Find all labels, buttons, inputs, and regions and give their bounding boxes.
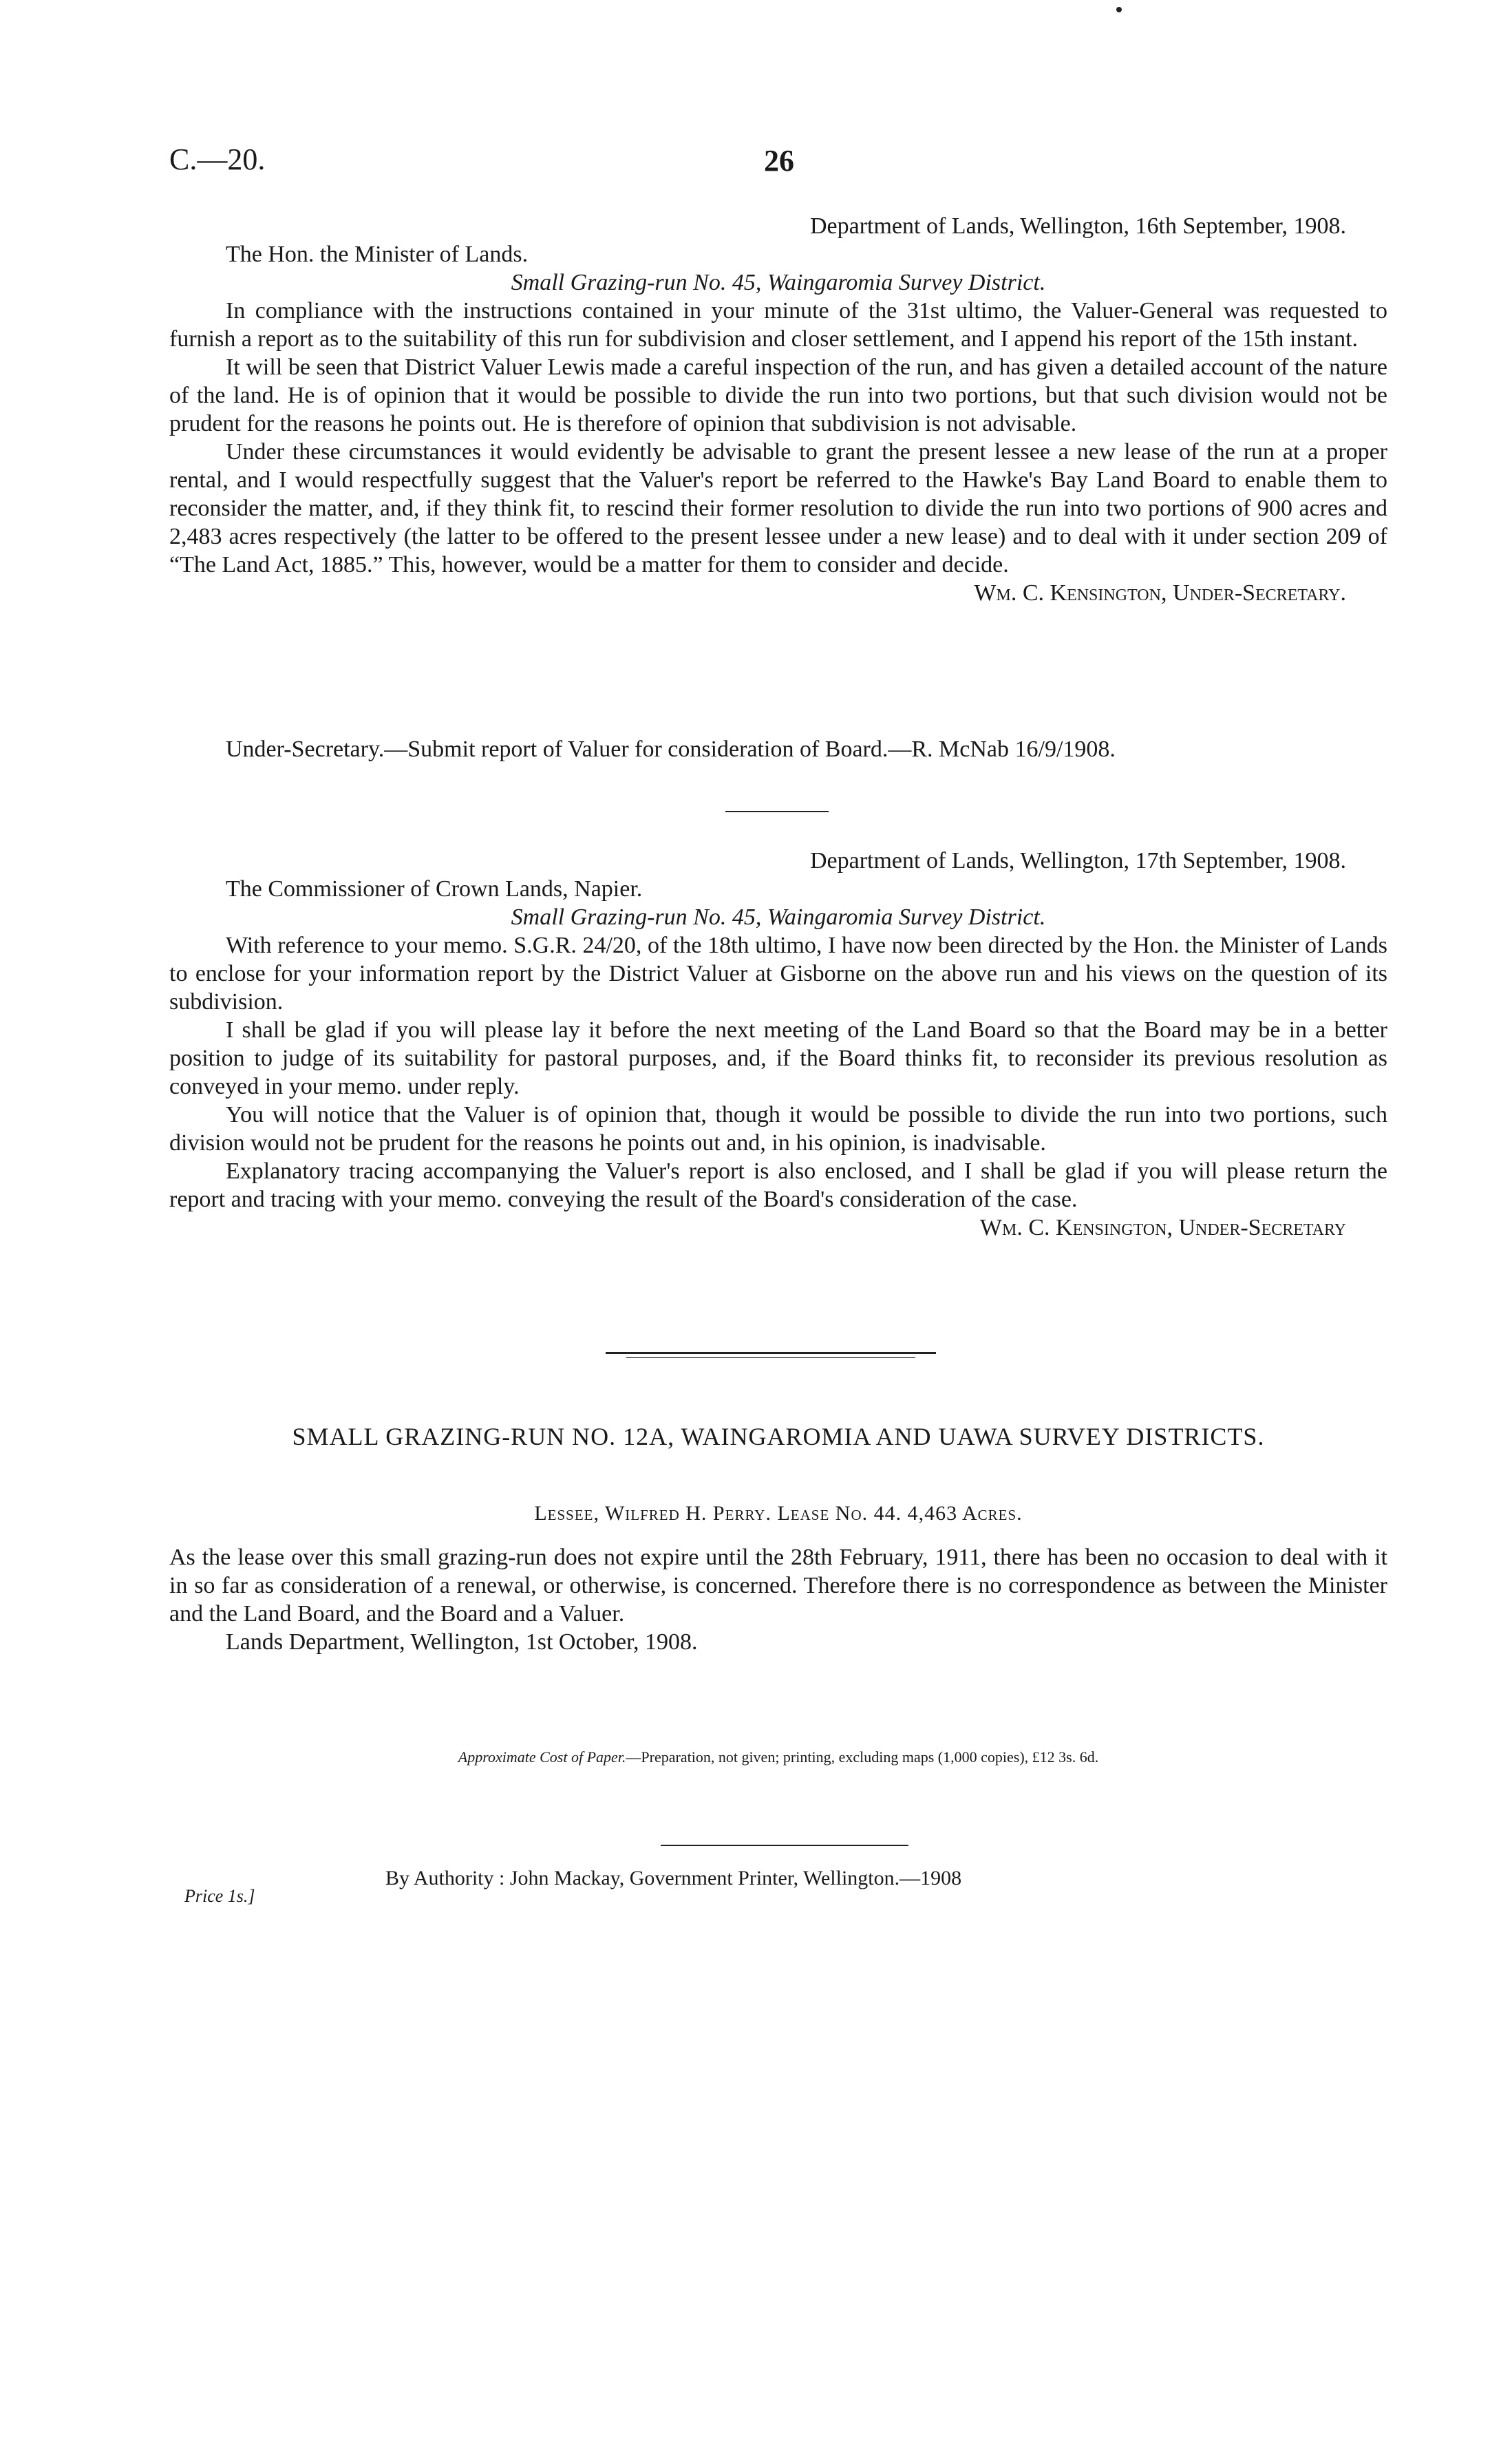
letter-1-subject: Small Grazing-run No. 45, Waingaromia Survey District. bbox=[511, 270, 1046, 295]
section-paragraph: As the lease over this small grazing-run does not expire until the 28th February, 1911, there has been no occasion to deal with it in so far as consideration of a renewal, or otherwise, is concerned. Therefore there is no correspondence as between the Minister and the Land Board, and the Board and a Valuer. bbox=[169, 1545, 1387, 1627]
cost-text: —Preparation, not given; printing, excluding maps (1,000 copies), £12 3s. 6d. bbox=[626, 1748, 1099, 1766]
price-note: Price 1s.] bbox=[184, 1886, 255, 1906]
letter-2-dateline: Department of Lands, Wellington, 17th September, 1908. bbox=[809, 848, 1346, 873]
letter-1-paragraph-3: Under these circumstances it would evidently be advisable to grant the present lessee a new lease of the run at a proper rental, and I would respectfully suggest that the Valuer's report be referred to the Hawke's Bay Land Board to enable them to reconsider the matter, and, if they think fit, to rescind their former resolution to divide the run into two portions of 900 acres and 2,483 acres respectively (the latter to be offered to the present lessee under a new lease) and to deal with it under section 209 of “The Land Act, 1885.” This, however, would be a matter for them to consider and decide. bbox=[169, 439, 1387, 578]
letter-1-paragraph-1: In compliance with the instructions contained in your minute of the 31st ultimo, the Valuer-General was requested to furnish a report as to the suitability of this run for subdivision and closer settlement, and I append his report of the 15th instant. bbox=[169, 298, 1387, 352]
cost-label: Approximate Cost of Paper. bbox=[458, 1748, 626, 1766]
document-code: C.—20. bbox=[169, 142, 266, 176]
speck-top bbox=[1116, 7, 1122, 12]
minute-note: Under-Secretary.—Submit report of Valuer for consideration of Board.—R. McNab 16/9/1908. bbox=[226, 737, 1116, 762]
letter-1-paragraph-2: It will be seen that District Valuer Lewis made a careful inspection of the run, and has given a detailed account of the nature of the land. He is of opinion that it would be possible to divide the run into two portions, but that such division would not be prudent for the reasons he points out. He is therefore of opinion that subdivision is not advisable. bbox=[169, 354, 1387, 436]
divider-3 bbox=[661, 1845, 908, 1846]
cost-of-paper bbox=[169, 1748, 1387, 1766]
letter-2-addressee: The Commissioner of Crown Lands, Napier. bbox=[226, 876, 643, 902]
letter-2 bbox=[169, 847, 1387, 1242]
letter-2-paragraph-1: With reference to your memo. S.G.R. 24/20, of the 18th ultimo, I have now been directed by the Hon. the Minister of Lands to enclose for your information report by the District Valuer at Gisborne on the above run and his views on the question of its subdivision. bbox=[169, 933, 1387, 1015]
printer-authority: By Authority : John Mackay, Government Printer, Wellington.—1908 bbox=[385, 1867, 962, 1889]
letter-2-paragraph-4: Explanatory tracing accompanying the Valuer's report is also enclosed, and I shall be glad if you will please return the report and tracing with your memo. conveying the result of the Board's consideration of the case. bbox=[169, 1158, 1387, 1212]
section-dateline: Lands Department, Wellington, 1st October, 1908. bbox=[226, 1629, 698, 1655]
letter-2-paragraph-3: You will notice that the Valuer is of opinion that, though it would be possible to divide the run into two portions, such division would not be prudent for the reasons he points out and, in his opinion, is inadvisable. bbox=[169, 1102, 1387, 1156]
letter-1-signature: Wm. C. Kensington, Under-Secretary. bbox=[974, 580, 1346, 606]
letter-2-signature: Wm. C. Kensington, Under-Secretary bbox=[979, 1215, 1346, 1240]
letter-2-paragraph-2: I shall be glad if you will please lay it before the next meeting of the Land Board so that the Board may be in a better position to judge of its suitability for pastoral purposes, and, if the Board thinks fit, to reconsider its previous resolution as conveyed in your memo. under reply. bbox=[169, 1017, 1387, 1099]
divider-1 bbox=[725, 811, 829, 812]
section-body bbox=[169, 1543, 1387, 1656]
letter-1-addressee: The Hon. the Minister of Lands. bbox=[226, 242, 529, 267]
letter-1 bbox=[169, 212, 1387, 607]
page-number: 26 bbox=[764, 144, 794, 178]
letter-1-dateline: Department of Lands, Wellington, 16th September, 1908. bbox=[809, 213, 1346, 239]
lessee-line: Lessee, Wilfred H. Perry. Lease No. 44. 4,463 Acres. bbox=[534, 1502, 1023, 1525]
letter-2-subject: Small Grazing-run No. 45, Waingaromia Survey District. bbox=[511, 904, 1046, 930]
divider-2 bbox=[606, 1352, 936, 1354]
divider-2b bbox=[626, 1357, 915, 1358]
section-title: SMALL GRAZING-RUN NO. 12A, WAINGAROMIA AND UAWA SURVEY DISTRICTS. bbox=[292, 1423, 1265, 1450]
